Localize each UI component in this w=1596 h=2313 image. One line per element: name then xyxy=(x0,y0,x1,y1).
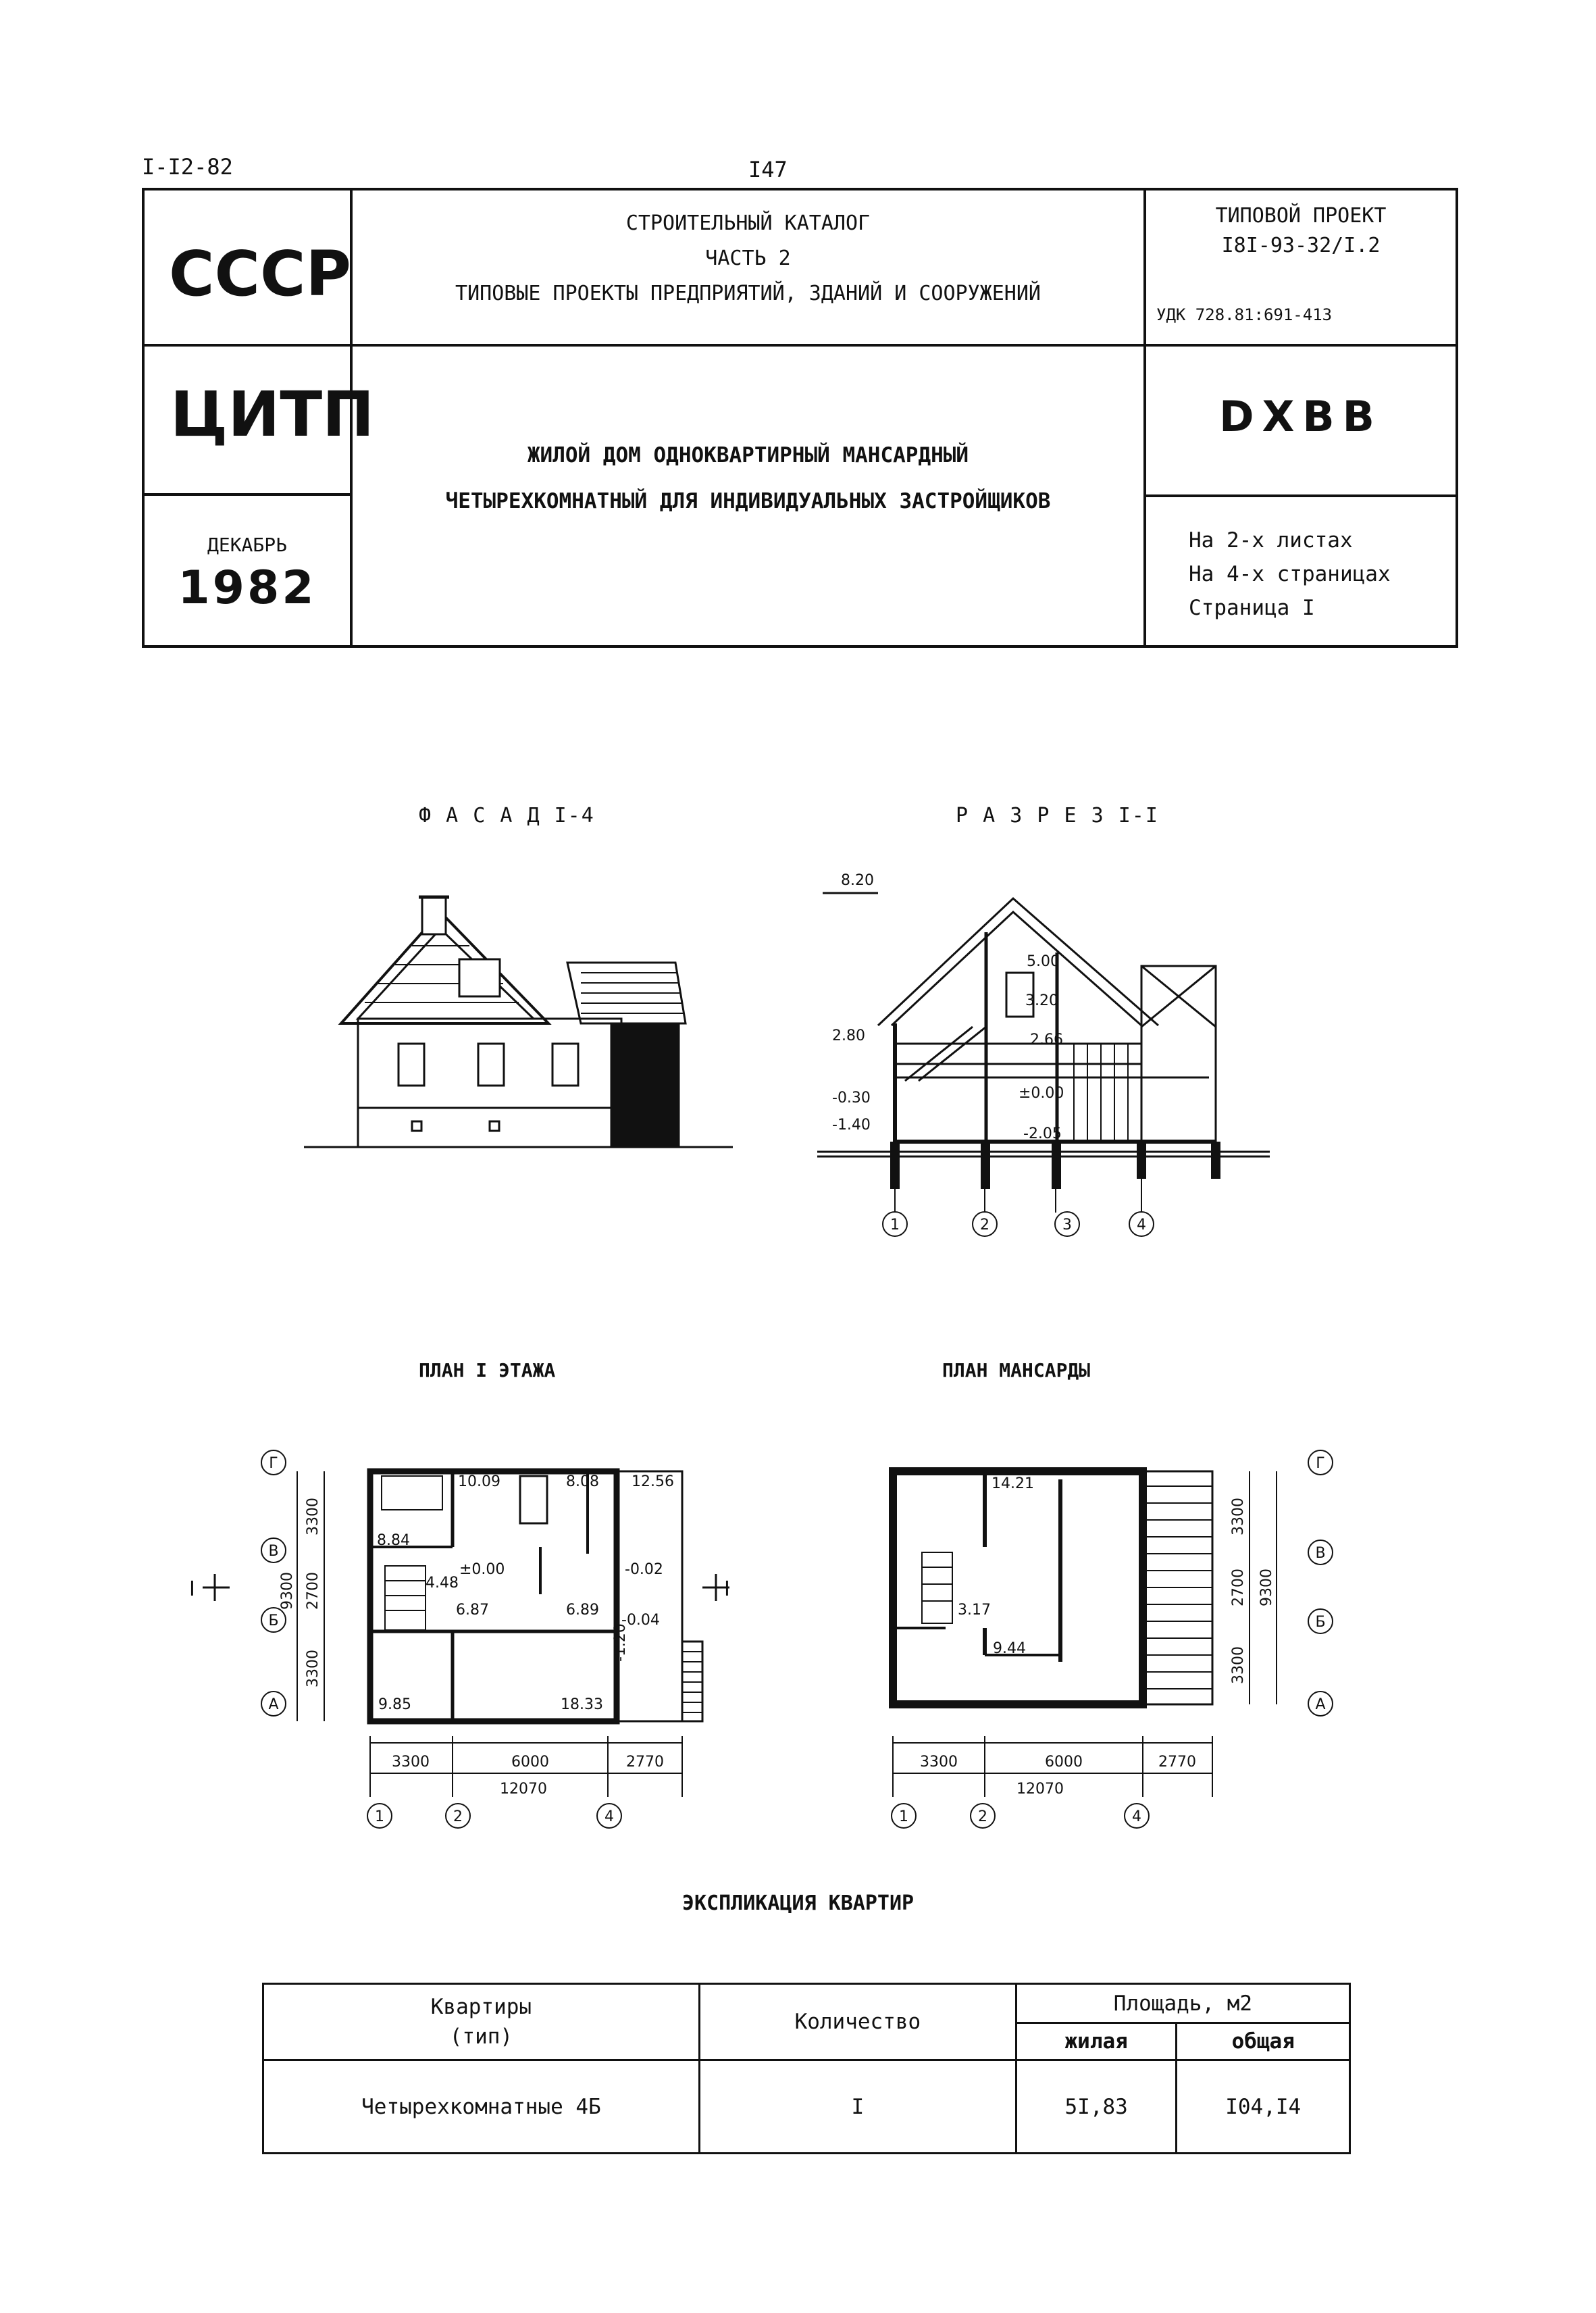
axis-label: 1 xyxy=(890,1217,900,1234)
axis-label: В xyxy=(268,1543,279,1560)
axis-label: Г xyxy=(269,1455,278,1472)
header-qty: Количество xyxy=(699,1984,1016,2060)
header-living: жилая xyxy=(1016,2023,1177,2060)
dimension-label: 2770 xyxy=(1158,1754,1196,1771)
level-mark: 2.66 xyxy=(1030,1032,1063,1048)
axis-label: 1 xyxy=(899,1808,908,1825)
axis-label: Б xyxy=(1315,1614,1326,1631)
project-number: I8I-93-32/I.2 xyxy=(1221,234,1381,257)
catalog-line: ТИПОВЫЕ ПРОЕКТЫ ПРЕДПРИЯТИЙ, ЗДАНИЙ И СООРУЖЕНИЙ xyxy=(455,282,1041,305)
axis-label: 4 xyxy=(604,1808,614,1825)
room-area: 3.17 xyxy=(958,1602,991,1619)
level-mark: -1.40 xyxy=(832,1117,871,1134)
dimension-label: 3300 xyxy=(920,1754,958,1771)
room-area: 8.08 xyxy=(566,1473,599,1490)
page-code: I-I2-82 xyxy=(142,154,233,180)
facade-title: Ф А С А Д I-4 xyxy=(419,804,595,828)
level-mark: -0.02 xyxy=(625,1561,663,1578)
room-area: 10.09 xyxy=(458,1473,500,1490)
page-index: Страница I xyxy=(1189,596,1315,620)
level-mark: -1.20 xyxy=(612,1623,629,1662)
level-mark: ±0.00 xyxy=(1019,1085,1064,1102)
room-area: 6.89 xyxy=(566,1602,599,1619)
table-row xyxy=(263,2060,1350,2154)
cell-qty: I xyxy=(699,2060,1016,2154)
header-total: общая xyxy=(1177,2023,1350,2060)
level-mark: 8.20 xyxy=(841,872,874,889)
code-label: DXBB xyxy=(1219,392,1383,441)
cell-type: Четырехкомнатные 4Б xyxy=(263,2060,700,2154)
dimension-label: 12070 xyxy=(500,1781,547,1798)
sheet-count: На 2-х листах xyxy=(1189,528,1353,553)
room-area: 18.33 xyxy=(561,1696,603,1713)
dimension-label: 3300 xyxy=(1230,1498,1247,1535)
axis-label: В xyxy=(1315,1545,1326,1562)
dimension-label: 3300 xyxy=(305,1650,321,1687)
org-name: ЦИТП xyxy=(170,378,375,451)
section-mark: I xyxy=(189,1577,195,1601)
section-mark: I xyxy=(724,1577,730,1601)
title-line: ЖИЛОЙ ДОМ ОДНОКВАРТИРНЫЙ МАНСАРДНЫЙ xyxy=(527,443,969,467)
plan2-title: ПЛАН МАНСАРДЫ xyxy=(942,1359,1091,1381)
level-mark: ±0.00 xyxy=(459,1561,505,1578)
room-area: 14.21 xyxy=(992,1475,1034,1492)
axis-label: Г xyxy=(1316,1455,1325,1472)
axis-label: 2 xyxy=(453,1808,463,1825)
axis-label: А xyxy=(268,1696,279,1713)
dimension-label: 3300 xyxy=(305,1498,321,1535)
title-line: ЧЕТЫРЕХКОМНАТНЫЙ ДЛЯ ИНДИВИДУАЛЬНЫХ ЗАСТРОЙЩИКОВ xyxy=(445,489,1051,513)
axis-label: 2 xyxy=(980,1217,989,1234)
level-mark: 5.00 xyxy=(1027,953,1060,970)
axis-label: Б xyxy=(268,1612,279,1629)
axis-label: А xyxy=(1315,1696,1326,1713)
dimension-label: 2770 xyxy=(626,1754,664,1771)
header-area: Площадь, м2 xyxy=(1016,1984,1349,2023)
country-name: СССР xyxy=(169,238,351,310)
level-mark: -2.05 xyxy=(1023,1125,1062,1142)
explication-table xyxy=(262,1983,1351,2154)
dimension-label: 2700 xyxy=(1230,1569,1247,1606)
dimension-label: 12070 xyxy=(1016,1781,1064,1798)
room-area: 12.56 xyxy=(632,1473,674,1490)
room-area: 4.48 xyxy=(426,1575,459,1592)
cell-total: I04,I4 xyxy=(1177,2060,1350,2154)
dimension-label: 6000 xyxy=(1045,1754,1083,1771)
axis-label: 1 xyxy=(375,1808,384,1825)
level-mark: 2.80 xyxy=(832,1027,865,1044)
level-mark: -0.04 xyxy=(621,1612,660,1629)
axis-label: 4 xyxy=(1132,1808,1141,1825)
room-area: 8.84 xyxy=(377,1532,410,1549)
dimension-label: 3300 xyxy=(1230,1646,1247,1684)
month: ДЕКАБРЬ xyxy=(207,534,287,556)
dimension-label: 9300 xyxy=(279,1572,296,1610)
axis-label: 2 xyxy=(978,1808,987,1825)
udk-code: УДК 728.81:691-413 xyxy=(1156,305,1333,324)
header-type: Квартиры (тип) xyxy=(263,1984,700,2060)
page-count: На 4-х страницах xyxy=(1189,562,1391,586)
explication-title: ЭКСПЛИКАЦИЯ КВАРТИР xyxy=(681,1891,915,1915)
axis-label: 4 xyxy=(1137,1217,1146,1234)
level-mark: 3.20 xyxy=(1025,992,1058,1009)
level-mark: -0.30 xyxy=(832,1090,871,1107)
page-number: I47 xyxy=(748,157,788,182)
dimension-label: 3300 xyxy=(392,1754,430,1771)
catalog-line: ЧАСТЬ 2 xyxy=(705,247,791,270)
room-area: 9.85 xyxy=(378,1696,411,1713)
axis-label: 3 xyxy=(1062,1217,1072,1234)
dimension-label: 2700 xyxy=(305,1572,321,1610)
plan1-title: ПЛАН I ЭТАЖА xyxy=(419,1359,556,1381)
year: 1982 xyxy=(178,561,317,615)
dimension-label: 6000 xyxy=(511,1754,549,1771)
catalog-line: СТРОИТЕЛЬНЫЙ КАТАЛОГ xyxy=(625,211,871,235)
section-title: Р А З Р Е З I-I xyxy=(956,804,1159,828)
room-area: 6.87 xyxy=(456,1602,489,1619)
room-area: 9.44 xyxy=(993,1640,1026,1657)
project-label: ТИПОВОЙ ПРОЕКТ xyxy=(1215,204,1387,228)
cell-living: 5I,83 xyxy=(1016,2060,1177,2154)
dimension-label: 9300 xyxy=(1258,1569,1275,1606)
